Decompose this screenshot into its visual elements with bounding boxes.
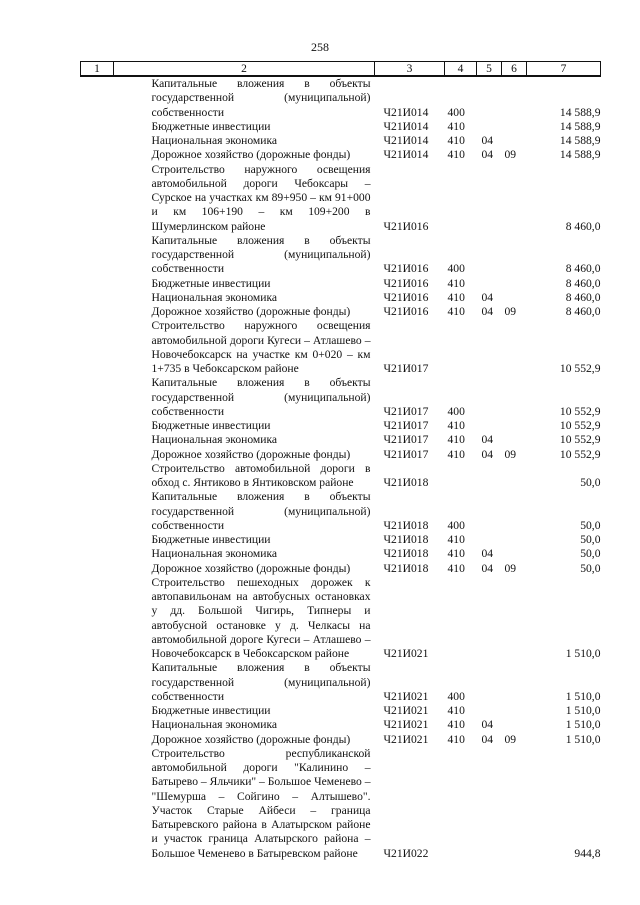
- table-row: [81, 747, 601, 861]
- row-expense-type: 410: [447, 547, 465, 561]
- row-section: 04: [481, 561, 494, 575]
- row-amount: 8 460,0: [565, 262, 601, 276]
- budget-table: [80, 61, 601, 861]
- table-row: [81, 547, 601, 561]
- row-target-code: Ч21И021: [383, 704, 429, 717]
- row-amount: 8 460,0: [565, 290, 601, 304]
- row-amount: 8 460,0: [565, 219, 601, 233]
- row-name: Бюджетные инвестиции: [151, 533, 271, 546]
- row-name: Национальная экономика: [151, 547, 278, 561]
- table-row: [81, 733, 601, 747]
- row-name: Капитальные вложения в объекты государственной (муниципальной) собственности: [151, 376, 371, 418]
- row-name: Строительство наружного освещения автомобильной дороги Кугеси – Атлашево – Новочебоксарск на участке км 0+020 – км 1+735 в Чебоксарском районе: [151, 319, 371, 375]
- row-target-code: Ч21И021: [383, 689, 429, 703]
- table-row: [81, 533, 601, 547]
- table-row: [81, 163, 601, 234]
- row-target-code: Ч21И018: [383, 561, 429, 575]
- row-section: 04: [481, 305, 494, 318]
- row-target-code: Ч21И014: [383, 105, 429, 119]
- table-row: [81, 234, 601, 277]
- row-amount: 50,0: [580, 533, 601, 546]
- column-header: 7: [527, 62, 601, 77]
- row-amount: 14 588,9: [559, 119, 601, 133]
- row-amount: 944,8: [574, 846, 601, 860]
- row-target-code: Ч21И022: [383, 846, 429, 860]
- column-header: 6: [502, 62, 527, 77]
- row-name: Строительство автомобильной дороги в обход с. Янтиково в Янтиковском районе: [151, 461, 371, 489]
- row-amount: 10 552,9: [559, 433, 601, 447]
- row-subsection: 09: [504, 561, 517, 575]
- row-amount: 1 510,0: [565, 732, 601, 746]
- row-amount: 50,0: [580, 518, 601, 532]
- row-target-code: Ч21И017: [383, 404, 429, 418]
- row-expense-type: 400: [447, 105, 465, 119]
- row-target-code: Ч21И018: [383, 547, 429, 561]
- table-row: [81, 562, 601, 576]
- row-amount: 10 552,9: [559, 419, 601, 432]
- row-expense-type: 410: [447, 447, 465, 461]
- row-name: Дорожное хозяйство (дорожные фонды): [151, 447, 351, 461]
- row-amount: 8 460,0: [565, 305, 601, 318]
- row-name: Строительство наружного освещения автомобильной дороги Чебоксары – Сурское на участках км 89+950 – км 91+000 и км 106+190 – км 109+200 в Шумерлинском районе: [151, 162, 371, 233]
- row-expense-type: 410: [447, 134, 465, 147]
- row-amount: 50,0: [580, 547, 601, 561]
- row-name: Строительство республиканской автомобильной дороги "Калинино – Батырево – Яльчики" – Большое Чеменево – "Шемурша – Сойгино – Алтышево". Участок Старые Айбеси – граница Батыревского района в Алатырском районе и участок граница Алатырского района – Большое Чеменево в Батыревском районе: [151, 746, 371, 860]
- row-expense-type: 400: [447, 262, 465, 276]
- row-name: Дорожное хозяйство (дорожные фонды): [151, 561, 351, 575]
- row-expense-type: 410: [447, 119, 465, 133]
- column-header: 2: [114, 62, 375, 77]
- row-expense-type: 400: [447, 404, 465, 418]
- row-section: 04: [481, 148, 494, 162]
- row-target-code: Ч21И018: [383, 518, 429, 532]
- row-section: 04: [481, 718, 494, 732]
- row-name: Капитальные вложения в объекты государственной (муниципальной) собственности: [151, 661, 371, 703]
- row-expense-type: 410: [447, 718, 465, 732]
- table-header-row: [81, 62, 601, 77]
- row-target-code: Ч21И017: [383, 433, 429, 447]
- row-amount: 50,0: [580, 561, 601, 575]
- row-amount: 8 460,0: [565, 276, 601, 290]
- row-target-code: Ч21И018: [383, 476, 429, 489]
- row-name: Бюджетные инвестиции: [151, 704, 271, 717]
- table-row: [81, 148, 601, 162]
- table-row: [81, 419, 601, 433]
- table-row: [81, 277, 601, 291]
- row-subsection: 09: [504, 732, 517, 746]
- row-name: Национальная экономика: [151, 433, 278, 447]
- table-row: [81, 704, 601, 718]
- row-amount: 10 552,9: [559, 362, 601, 375]
- row-target-code: Ч21И014: [383, 119, 429, 133]
- row-amount: 1 510,0: [565, 718, 601, 732]
- row-target-code: Ч21И014: [383, 148, 429, 162]
- row-expense-type: 410: [447, 305, 465, 318]
- row-amount: 10 552,9: [559, 447, 601, 461]
- row-expense-type: 410: [447, 419, 465, 432]
- row-name: Бюджетные инвестиции: [151, 419, 271, 432]
- row-target-code: Ч21И016: [383, 262, 429, 276]
- row-name: Бюджетные инвестиции: [151, 276, 271, 290]
- row-name: Капитальные вложения в объекты государственной (муниципальной) собственности: [151, 490, 371, 532]
- table-row: [81, 718, 601, 732]
- row-expense-type: 410: [447, 290, 465, 304]
- row-amount: 50,0: [580, 476, 601, 489]
- row-target-code: Ч21И016: [383, 305, 429, 318]
- column-header: 1: [81, 62, 114, 77]
- row-target-code: Ч21И014: [383, 134, 429, 147]
- row-section: 04: [481, 433, 494, 447]
- table-row: [81, 305, 601, 319]
- row-section: 04: [481, 447, 494, 461]
- table-row: [81, 291, 601, 305]
- table-row: [81, 490, 601, 533]
- row-target-code: Ч21И018: [383, 533, 429, 546]
- table-row: [81, 576, 601, 662]
- row-amount: 14 588,9: [559, 134, 601, 147]
- row-expense-type: 410: [447, 148, 465, 162]
- table-row: [81, 120, 601, 134]
- row-target-code: Ч21И017: [383, 447, 429, 461]
- row-expense-type: 410: [447, 276, 465, 290]
- column-header: 3: [375, 62, 445, 77]
- row-name: Капитальные вложения в объекты государственной (муниципальной) собственности: [151, 77, 371, 119]
- row-amount: 14 588,9: [559, 105, 601, 119]
- row-section: 04: [481, 732, 494, 746]
- column-header: 4: [445, 62, 477, 77]
- row-expense-type: 410: [447, 704, 465, 717]
- row-name: Дорожное хозяйство (дорожные фонды): [151, 305, 351, 318]
- page-number: 258: [311, 40, 329, 54]
- table-row: [81, 433, 601, 447]
- row-name: Национальная экономика: [151, 718, 278, 732]
- row-name: Дорожное хозяйство (дорожные фонды): [151, 732, 351, 746]
- row-subsection: 09: [504, 305, 517, 318]
- table-row: [81, 376, 601, 419]
- row-section: 04: [481, 134, 494, 147]
- row-target-code: Ч21И021: [383, 647, 429, 660]
- row-target-code: Ч21И016: [383, 219, 429, 233]
- row-expense-type: 400: [447, 518, 465, 532]
- row-name: Национальная экономика: [151, 134, 278, 147]
- table-row: [81, 462, 601, 491]
- row-target-code: Ч21И021: [383, 732, 429, 746]
- row-name: Национальная экономика: [151, 290, 278, 304]
- row-amount: 14 588,9: [559, 148, 601, 162]
- row-section: 04: [481, 290, 494, 304]
- row-amount: 10 552,9: [559, 404, 601, 418]
- row-target-code: Ч21И017: [383, 419, 429, 432]
- row-expense-type: 410: [447, 433, 465, 447]
- row-section: 04: [481, 547, 494, 561]
- table-body: [81, 76, 601, 861]
- row-target-code: Ч21И021: [383, 718, 429, 732]
- row-amount: 1 510,0: [565, 647, 601, 660]
- row-target-code: Ч21И016: [383, 290, 429, 304]
- row-name: Строительство пешеходных дорожек к автопавильонам на автобусных остановках у дд. Большой Чигирь, Типнеры и автобусной остановке у д. Челкасы на автомобильной дороге Кугеси – Атлашево – Новочебоксарск в Чебоксарском районе: [151, 575, 371, 660]
- row-expense-type: 410: [447, 533, 465, 546]
- row-name: Бюджетные инвестиции: [151, 119, 271, 133]
- row-expense-type: 410: [447, 732, 465, 746]
- row-expense-type: 410: [447, 561, 465, 575]
- row-name: Капитальные вложения в объекты государственной (муниципальной) собственности: [151, 233, 371, 276]
- row-amount: 1 510,0: [565, 689, 601, 703]
- row-subsection: 09: [504, 148, 517, 162]
- row-target-code: Ч21И016: [383, 276, 429, 290]
- table-row: [81, 661, 601, 704]
- row-expense-type: 400: [447, 689, 465, 703]
- table-row: [81, 448, 601, 462]
- row-target-code: Ч21И017: [383, 362, 429, 375]
- table-row: [81, 134, 601, 148]
- column-header: 5: [477, 62, 502, 77]
- row-amount: 1 510,0: [565, 704, 601, 717]
- table-row: [81, 76, 601, 120]
- row-subsection: 09: [504, 447, 517, 461]
- row-name: Дорожное хозяйство (дорожные фонды): [151, 148, 351, 162]
- table-row: [81, 319, 601, 376]
